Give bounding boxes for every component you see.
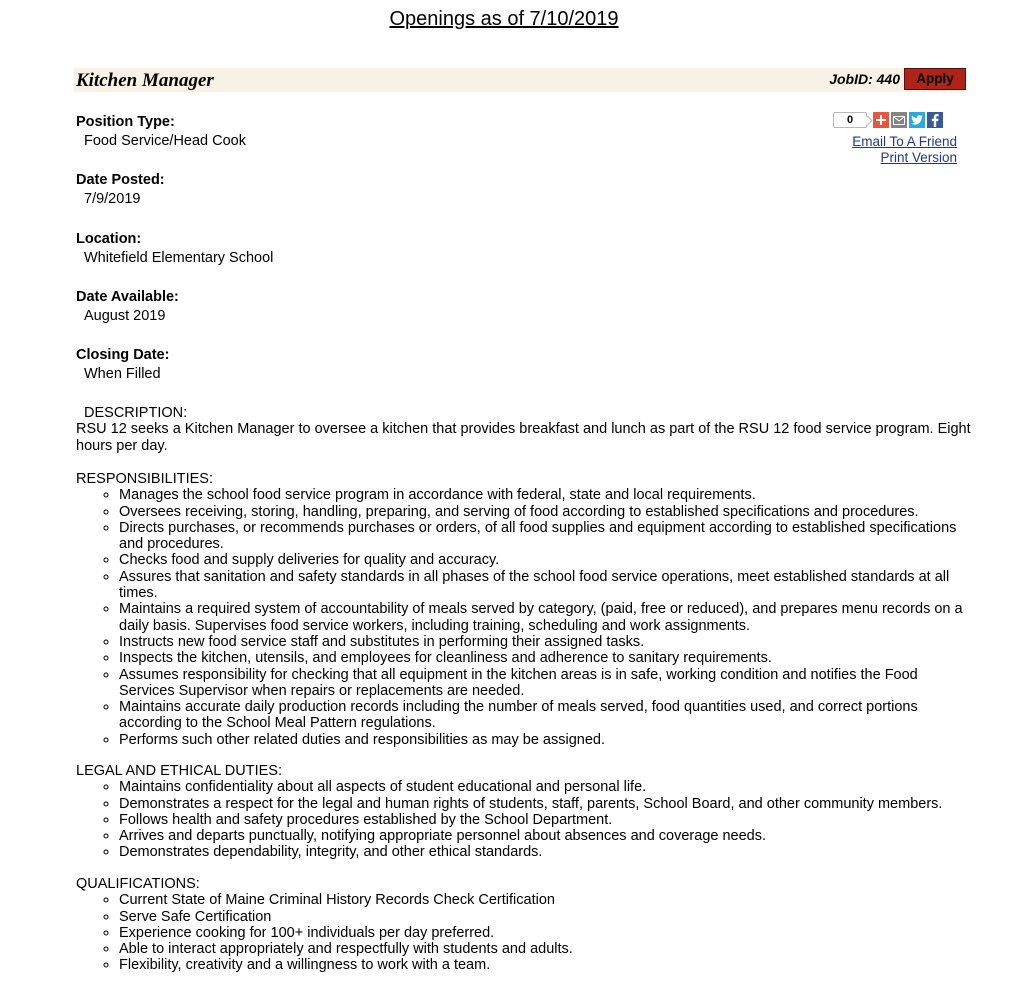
list-item: ◦ Instructs new food service staff and substitutes in performing their assigned tasks. xyxy=(119,634,966,650)
list-item: ◦ Directs purchases, or recommends purchases or orders, of all food supplies and equipment according to established specifications and procedures. xyxy=(119,520,966,553)
share-twitter-button[interactable] xyxy=(909,112,925,128)
list-item: ◦ Current State of Maine Criminal History Records Check Certification xyxy=(119,892,976,908)
responsibilities-list xyxy=(76,487,966,748)
legal-list xyxy=(76,779,976,860)
plus-icon xyxy=(876,115,886,125)
date-posted-label: Date Posted: xyxy=(76,172,165,188)
job-title: Kitchen Manager xyxy=(76,70,214,91)
qualifications-heading: QUALIFICATIONS: xyxy=(76,876,200,892)
location-value: Whitefield Elementary School xyxy=(84,250,274,266)
responsibilities-section xyxy=(76,471,966,748)
list-item: ◦ Experience cooking for 100+ individuals per day preferred. xyxy=(119,925,976,941)
list-item: ◦ Inspects the kitchen, utensils, and employees for cleanliness and adherence to sanitary requirements. xyxy=(119,650,966,666)
list-item: ◦ Performs such other related duties and responsibilities as may be assigned. xyxy=(119,732,966,748)
list-item: ◦ Maintains confidentiality about all aspects of student educational and personal life. xyxy=(119,779,976,795)
print-version-link[interactable]: Print Version xyxy=(880,150,957,165)
list-item: ◦ Serve Safe Certification xyxy=(119,909,976,925)
list-item: ◦ Maintains accurate daily production records including the number of meals served, food quantities used, and correct portions according to the School Meal Pattern regulations. xyxy=(119,699,966,732)
list-item: ◦ Assumes responsibility for checking that all equipment in the kitchen areas is in safe, working condition and notifies the Food Services Supervisor when repairs or replacements are needed. xyxy=(119,667,966,700)
share-count: 0 xyxy=(833,112,867,128)
description-text: RSU 12 seeks a Kitchen Manager to oversee a kitchen that provides breakfast and lunch as part of the RSU 12 food service program. Eight hours per day. xyxy=(76,421,971,454)
list-item: ◦ Follows health and safety procedures established by the School Department. xyxy=(119,812,976,828)
date-available-value: August 2019 xyxy=(84,308,166,324)
qualifications-list xyxy=(76,892,976,973)
legal-heading: LEGAL AND ETHICAL DUTIES: xyxy=(76,763,283,779)
position-type-label: Position Type: xyxy=(76,114,175,130)
list-item: ◦ Checks food and supply deliveries for quality and accuracy. xyxy=(119,552,966,568)
apply-button[interactable]: Apply xyxy=(904,68,966,90)
list-item: ◦ Manages the school food service program in accordance with federal, state and local requirements. xyxy=(119,487,966,503)
location-label: Location: xyxy=(76,231,142,247)
page-title: Openings as of 7/10/2019 xyxy=(389,8,619,30)
list-item: ◦ Demonstrates a respect for the legal and human rights of students, staff, parents, School Board, and other community members. xyxy=(119,796,976,812)
share-facebook-button[interactable] xyxy=(927,112,943,128)
share-more-button[interactable] xyxy=(873,112,889,128)
job-id: JobID: 440 xyxy=(829,71,900,87)
facebook-icon xyxy=(931,114,939,127)
list-item: ◦ Arrives and departs punctually, notifying appropriate personnel about absences and coverage needs. xyxy=(119,828,976,844)
description-heading: DESCRIPTION: xyxy=(84,405,188,421)
list-item: ◦ Maintains a required system of accountability of meals served by category, (paid, free or reduced), and prepares menu records on a daily basis. Supervises food service workers, including training, scheduling and work assignments. xyxy=(119,601,966,634)
twitter-icon xyxy=(911,115,923,125)
position-type-value: Food Service/Head Cook xyxy=(84,133,246,149)
email-icon xyxy=(893,116,905,125)
share-bar xyxy=(833,111,943,129)
list-item: ◦ Assures that sanitation and safety standards in all phases of the school food service operations, meet established standards at all times. xyxy=(119,569,966,602)
closing-date-value: When Filled xyxy=(84,366,161,382)
share-email-button[interactable] xyxy=(891,112,907,128)
list-item: ◦ Flexibility, creativity and a willingness to work with a team. xyxy=(119,957,976,973)
list-item: ◦ Oversees receiving, storing, handling, preparing, and serving of food according to established specifications and procedures. xyxy=(119,504,966,520)
qualifications-section xyxy=(76,876,976,974)
legal-section xyxy=(76,763,976,861)
email-to-friend-link[interactable]: Email To A Friend xyxy=(852,134,957,149)
description-section xyxy=(76,405,976,454)
list-item: ◦ Demonstrates dependability, integrity, and other ethical standards. xyxy=(119,844,976,860)
list-item: ◦ Able to interact appropriately and respectfully with students and adults. xyxy=(119,941,976,957)
job-header xyxy=(74,68,966,92)
date-available-label: Date Available: xyxy=(76,289,179,305)
responsibilities-heading: RESPONSIBILITIES: xyxy=(76,471,213,487)
closing-date-label: Closing Date: xyxy=(76,347,170,363)
date-posted-value: 7/9/2019 xyxy=(84,191,141,207)
